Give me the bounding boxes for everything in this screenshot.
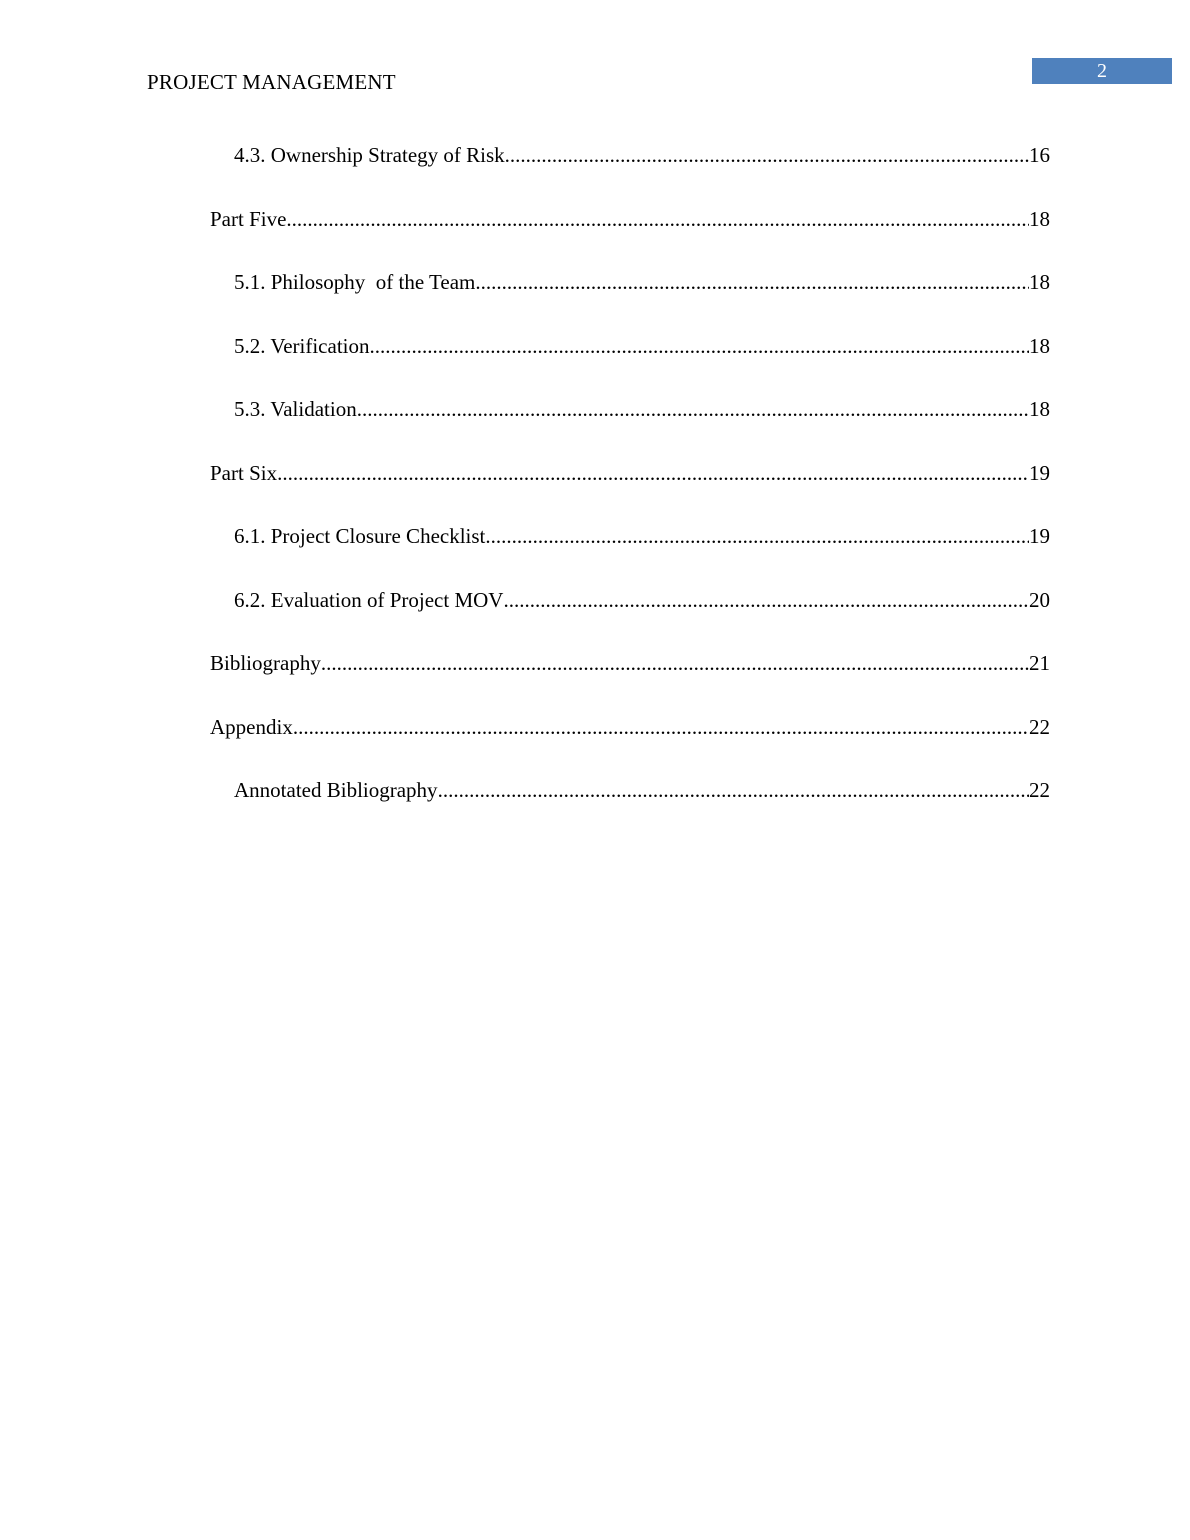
toc-entry-title: 4.3. Ownership Strategy of Risk	[234, 143, 505, 167]
toc-entry[interactable]	[210, 712, 1050, 776]
toc-entry[interactable]	[210, 775, 1050, 839]
toc-entry-title: Part Five	[210, 206, 287, 231]
toc-entry[interactable]	[210, 140, 1050, 204]
toc-entry-page: 18	[1029, 397, 1050, 421]
toc-entry-page: 18	[1029, 206, 1050, 231]
toc-entry-title: Bibliography	[210, 651, 321, 675]
toc-dot-leader	[485, 521, 1029, 551]
toc-entry[interactable]	[210, 267, 1050, 331]
toc-dot-leader	[505, 140, 1029, 170]
toc-dot-leader	[286, 204, 1029, 234]
toc-entry[interactable]	[210, 585, 1050, 649]
toc-dot-leader	[438, 775, 1029, 805]
toc-entry-page: 22	[1029, 778, 1050, 802]
toc-entry-page: 19	[1029, 524, 1050, 548]
toc-entry-title: 5.2. Verification	[234, 333, 370, 358]
toc-dot-leader	[293, 712, 1029, 742]
toc-entry-page: 18	[1029, 333, 1050, 358]
toc-entry-title: 6.1. Project Closure Checklist	[234, 524, 486, 548]
toc-entry-page: 20	[1029, 587, 1050, 612]
toc-entry-title: 5.3. Validation	[234, 397, 357, 421]
toc-entry-title: Appendix	[210, 714, 293, 739]
toc-entry[interactable]	[210, 331, 1050, 395]
toc-entry[interactable]	[210, 204, 1050, 268]
toc-entry-title: Part Six	[210, 460, 278, 485]
toc-entry-title: Annotated Bibliography	[234, 778, 438, 802]
table-of-contents	[210, 140, 1050, 839]
toc-dot-leader	[357, 394, 1029, 424]
running-head: PROJECT MANAGEMENT	[147, 70, 396, 94]
toc-dot-leader	[277, 458, 1029, 488]
toc-dot-leader	[475, 267, 1029, 297]
toc-entry[interactable]	[210, 458, 1050, 522]
toc-entry-page: 16	[1029, 143, 1050, 167]
toc-dot-leader	[321, 648, 1029, 678]
toc-entry-page: 19	[1029, 460, 1050, 485]
toc-entry[interactable]	[210, 521, 1050, 585]
toc-entry[interactable]	[210, 648, 1050, 712]
toc-entry-page: 22	[1029, 714, 1050, 739]
toc-entry-title: 5.1. Philosophy of the Team	[234, 270, 476, 294]
page-number: 2	[1032, 58, 1172, 84]
toc-entry-page: 21	[1029, 651, 1050, 675]
toc-dot-leader	[370, 331, 1030, 361]
toc-dot-leader	[503, 585, 1029, 615]
toc-entry[interactable]	[210, 394, 1050, 458]
toc-entry-page: 18	[1029, 270, 1050, 294]
toc-entry-title: 6.2. Evaluation of Project MOV	[234, 587, 504, 612]
